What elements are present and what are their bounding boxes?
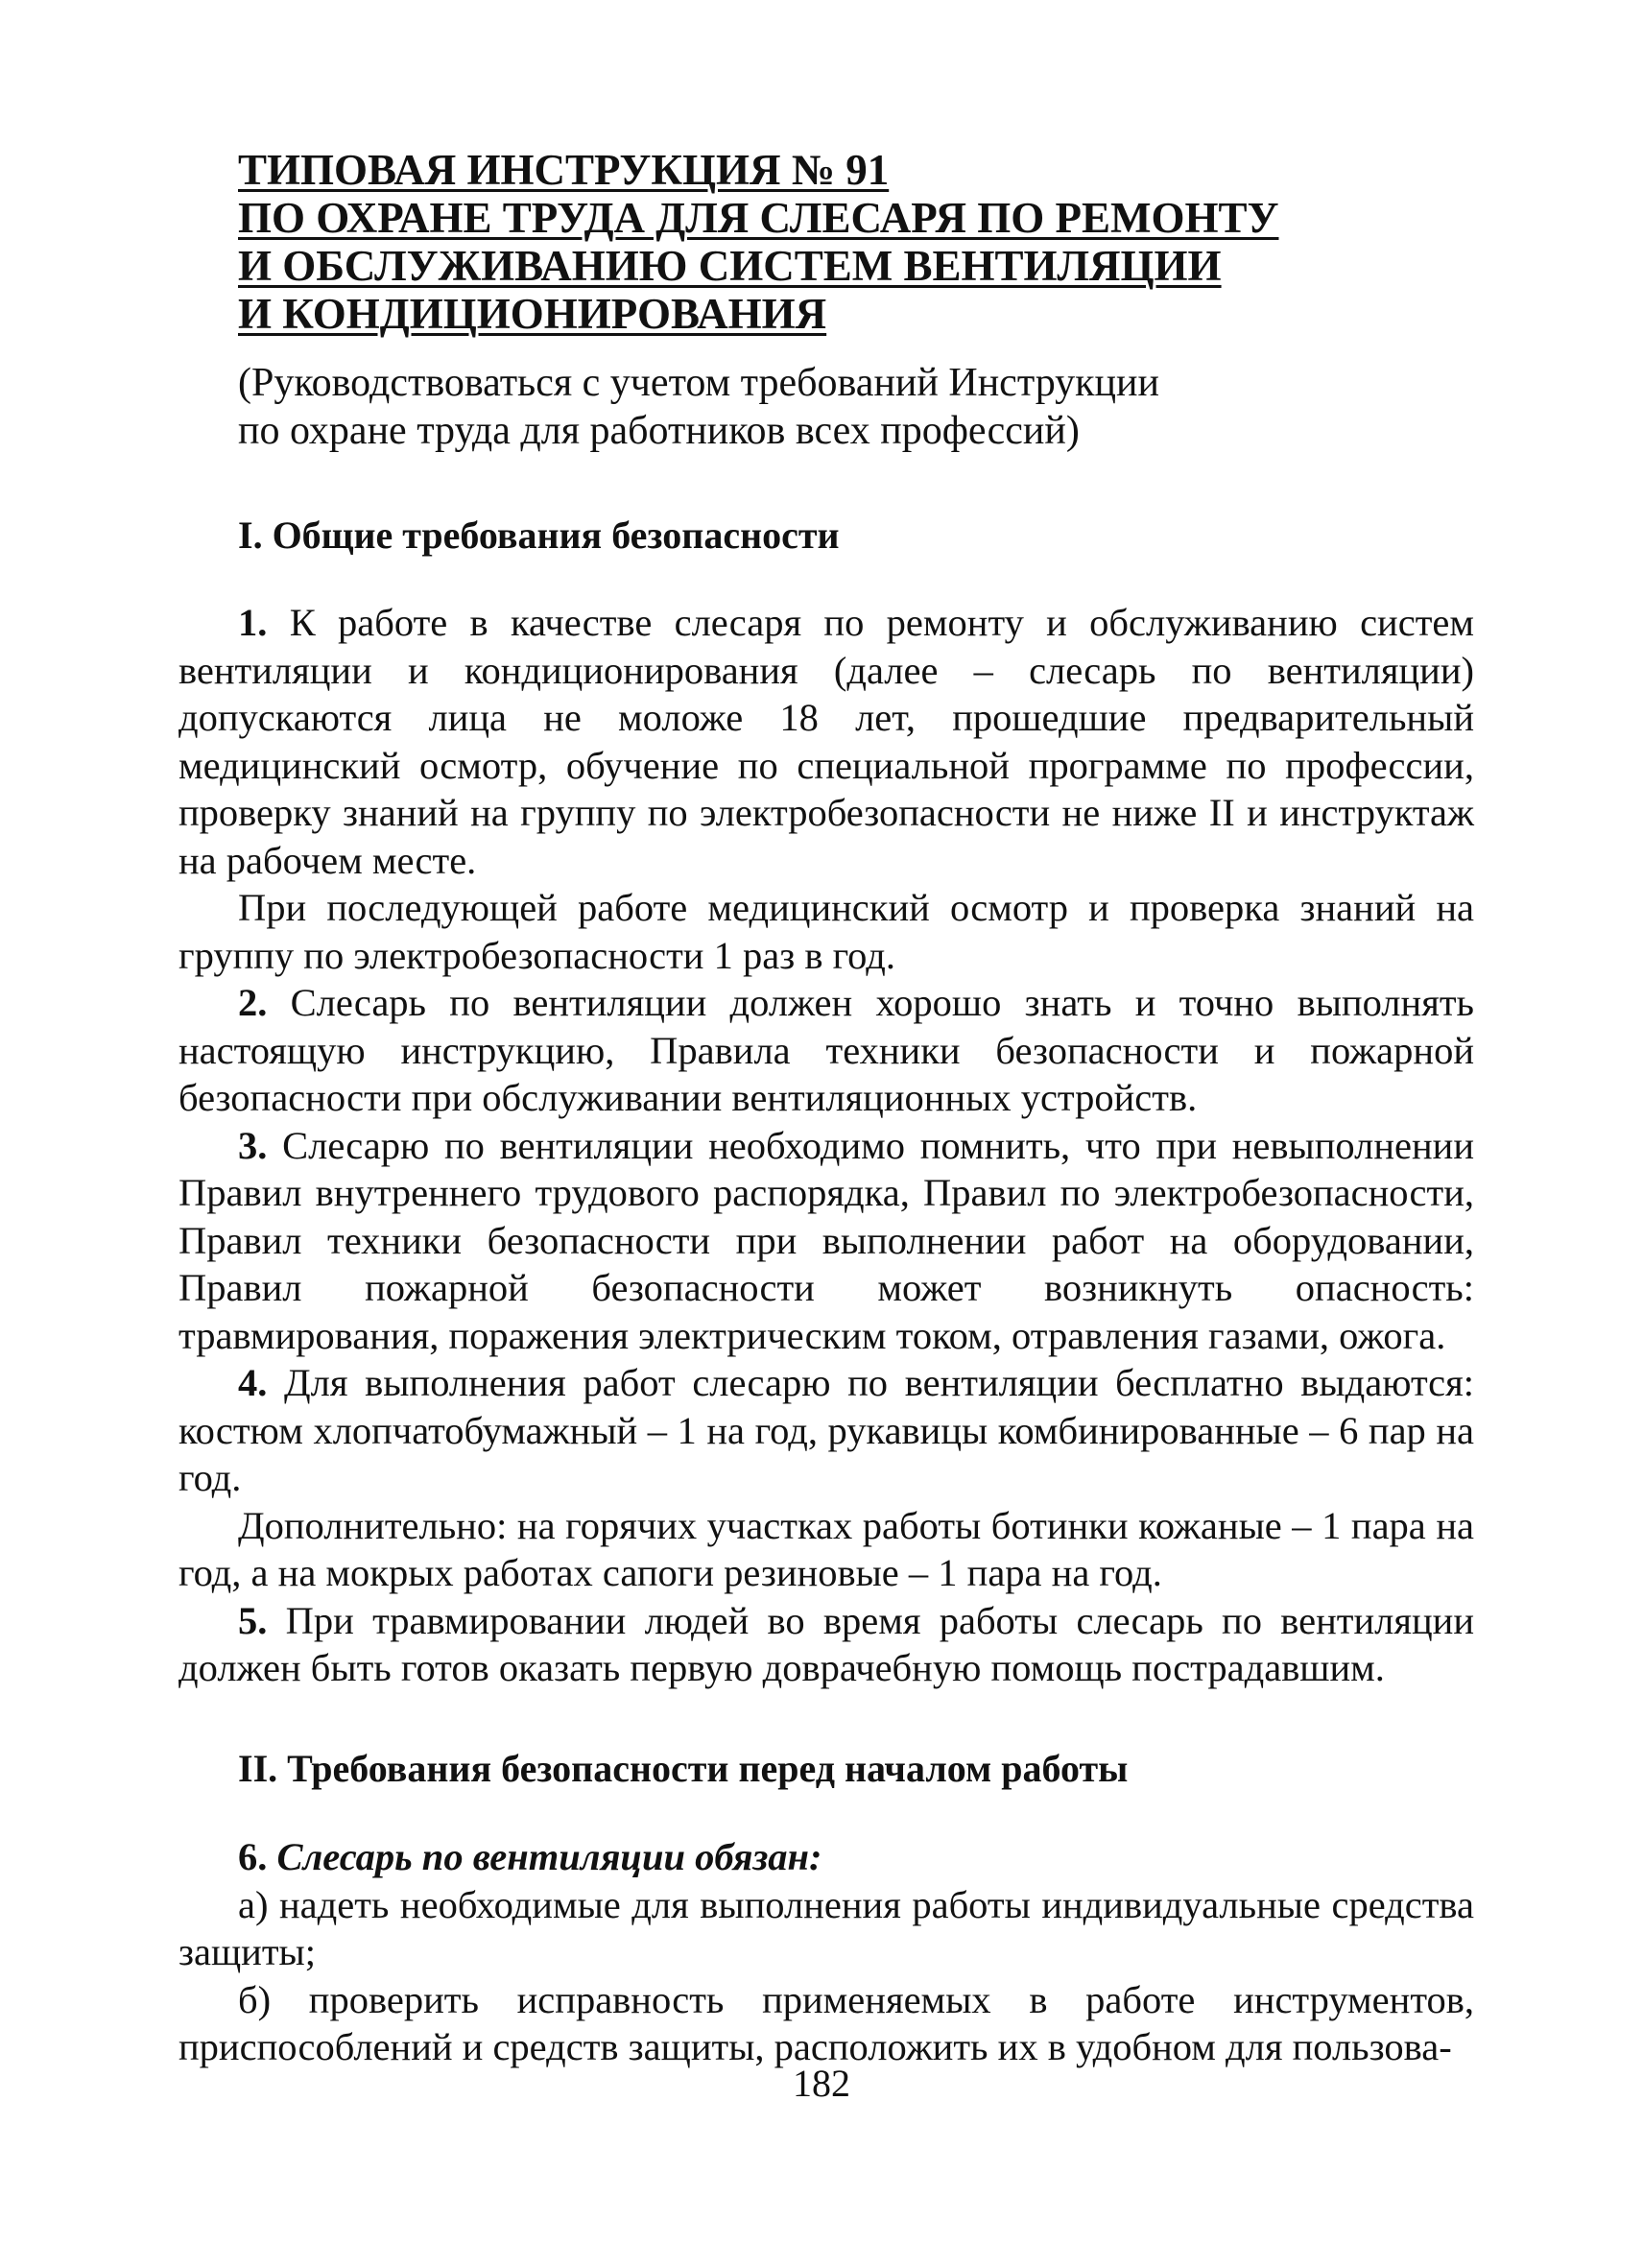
document-subtitle	[238, 359, 1294, 455]
paragraph-text: Слесарь по вентиляции должен хорошо знать и точно выполнять настоящую инструкцию, Правила техники безопасности и пожарной безопасности при обслуживании вентиляционных устройств.	[179, 981, 1474, 1119]
paragraph-text: а) надеть необходимые для выполнения работы индивидуальные средства защиты;	[179, 1882, 1474, 1973]
paragraph-text: При травмировании людей во время работы слесарь по вентиляции должен быть готов оказать первую доврачебную помощь пострадавшим.	[179, 1598, 1474, 1689]
paragraph-number: 6.	[238, 1835, 268, 1878]
paragraph-number: 5.	[238, 1598, 268, 1642]
paragraph-text: Дополнительно: на горячих участках работы ботинки кожаные – 1 пара на год, а на мокрых работах сапоги резиновые – 1 пара на год.	[179, 1503, 1474, 1594]
paragraph-6a	[179, 1881, 1474, 1976]
section-1-body	[179, 599, 1474, 1692]
paragraph-text: б) проверить исправность применяемых в работе инструментов, приспособлений и средств защиты, расположить их в удобном для пользова-	[179, 1977, 1474, 2068]
paragraph-5	[179, 1597, 1474, 1692]
paragraph-6b	[179, 1976, 1474, 2071]
paragraph-1	[179, 599, 1474, 884]
paragraph-4	[179, 1359, 1474, 1502]
paragraph-4-continuation	[179, 1502, 1474, 1597]
paragraph-lead: Слесарь по вентиляции обязан:	[267, 1835, 822, 1878]
paragraph-1-continuation	[179, 884, 1474, 979]
paragraph-number: 3.	[238, 1123, 268, 1167]
page-number: 182	[793, 2062, 850, 2105]
subtitle-line-2: по охране труда для работников всех профессий)	[238, 409, 1080, 453]
title-line-1: ТИПОВАЯ ИНСТРУКЦИЯ № 91	[238, 146, 890, 194]
section-1-heading: I. Общие требования безопасности	[238, 513, 840, 557]
paragraph-text: К работе в качестве слесаря по ремонту и обслуживанию систем вентиляции и кондиционирования (далее – слесарь по вентиляции) допускаются лица не моложе 18 лет, прошедшие предварительный медицинский осмотр, обучение по специальной программе по профессии, проверку знаний на группу по электробезопасности не ниже II и инструктаж на рабочем месте.	[179, 601, 1474, 882]
paragraph-number: 1.	[238, 601, 268, 644]
document-title	[238, 146, 1294, 338]
paragraph-text: Для выполнения работ слесарю по вентиляции бесплатно выдаются: костюм хлопчатобумажный – 1 на год, рукавицы комбинированные – 6 пар на год.	[179, 1361, 1474, 1499]
paragraph-text: При последующей работе медицинский осмотр и проверка знаний на группу по электробезопасности 1 раз в год.	[179, 886, 1474, 977]
paragraph-text: Слесарю по вентиляции необходимо помнить, что при невыполнении Правил внутреннего трудового распорядка, Правил по электробезопасности, Правил техники безопасности при выполнении работ на оборудовании, Правил пожарной безопасности может возникнуть опасность: травмирования, поражения электрическим током, отравления газами, ожога.	[179, 1123, 1474, 1357]
section-2-heading: II. Требования безопасности перед началом работы	[238, 1747, 1129, 1790]
paragraph-number: 4.	[238, 1361, 268, 1404]
title-line-2: ПО ОХРАНЕ ТРУДА ДЛЯ СЛЕСАРЯ ПО РЕМОНТУ	[238, 194, 1279, 242]
subtitle-line-1: (Руководствоваться с учетом требований Инструкции	[238, 361, 1159, 405]
title-line-4: И КОНДИЦИОНИРОВАНИЯ	[238, 290, 827, 338]
paragraph-2	[179, 979, 1474, 1122]
paragraph-3	[179, 1122, 1474, 1360]
paragraph-number: 2.	[238, 981, 268, 1024]
paragraph-6	[179, 1833, 1474, 1881]
section-2-body	[179, 1833, 1474, 2071]
title-line-3: И ОБСЛУЖИВАНИЮ СИСТЕМ ВЕНТИЛЯЦИИ	[238, 242, 1222, 290]
